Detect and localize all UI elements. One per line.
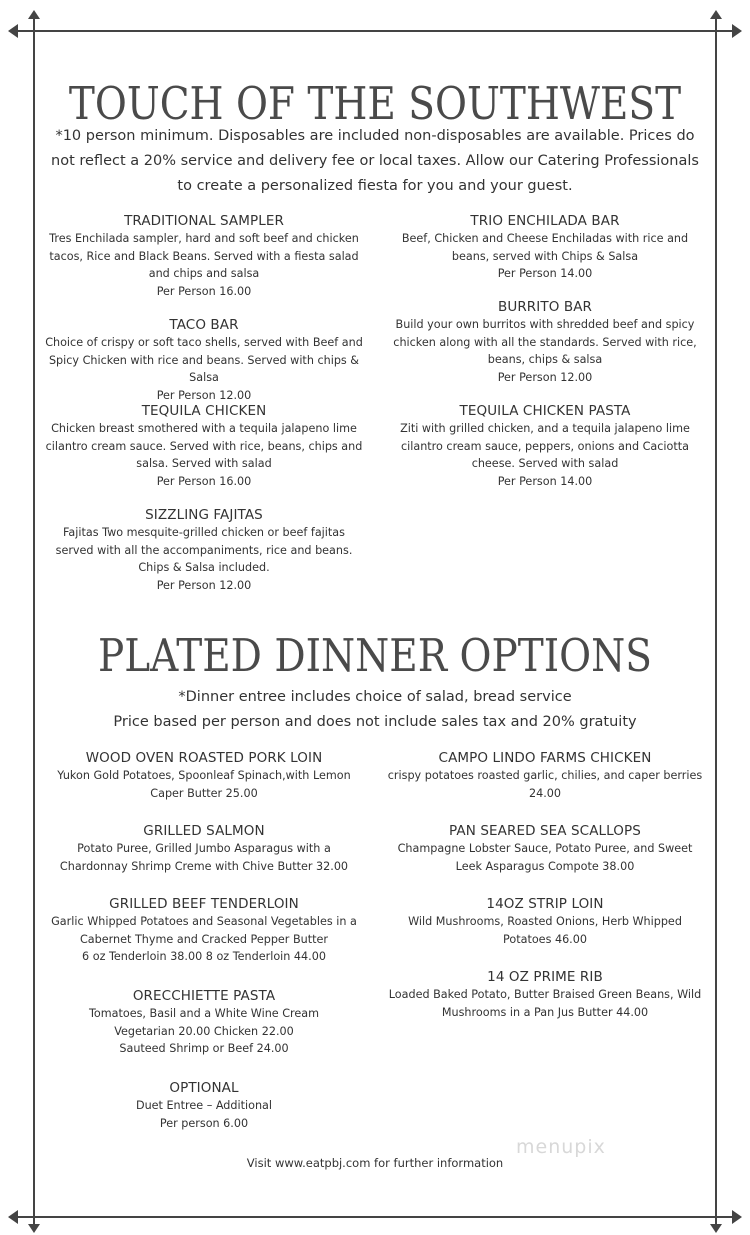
arrow-up-icon (710, 10, 722, 19)
item-description: Tomatoes, Basil and a White Wine Cream (88, 1007, 320, 1020)
item-description: Build your own burritos with shredded beef and spicy chicken along with all the standards. Served with rice, beans, chips & salsa (393, 318, 697, 366)
item-price: Per Person 12.00 (497, 370, 593, 384)
item-description: Tres Enchilada sampler, hard and soft beef and chicken tacos, Rice and Black Beans. Served with a fiesta salad and chips and salsa (49, 232, 359, 280)
arrow-up-icon (28, 10, 40, 19)
arrow-right-icon (732, 1210, 742, 1224)
item-price: 6 oz Tenderloin 38.00 8 oz Tenderloin 44.00 (82, 950, 326, 963)
item-name: GRILLED SALMON (143, 823, 265, 839)
menu-item (44, 749, 364, 802)
menu-item (44, 895, 364, 966)
item-description: crispy potatoes roasted garlic, chilies, and caper berries 24.00 (387, 769, 703, 800)
menu-item (385, 402, 705, 490)
item-name: 14 OZ PRIME RIB (487, 969, 603, 985)
item-name: SIZZLING FAJITAS (145, 507, 263, 523)
menu-item (44, 316, 364, 404)
item-name: GRILLED BEEF TENDERLOIN (109, 896, 299, 912)
item-description: Garlic Whipped Potatoes and Seasonal Vegetables in a Cabernet Thyme and Cracked Pepper Butter (51, 915, 357, 946)
menu-item (44, 506, 364, 594)
item-name: TRADITIONAL SAMPLER (124, 213, 284, 229)
item-price: Per Person 16.00 (156, 474, 252, 488)
menu-item (44, 987, 364, 1058)
frame-left-line (33, 18, 35, 1225)
footer-link-text[interactable]: Visit www.eatpbj.com for further information (246, 1156, 504, 1170)
item-description: Fajitas Two mesquite-grilled chicken or beef fajitas served with all the accompaniments, rice and beans. Chips & Salsa included. (55, 526, 353, 574)
item-name: CAMPO LINDO FARMS CHICKEN (438, 750, 652, 766)
arrow-down-icon (710, 1224, 722, 1233)
item-description: Chicken breast smothered with a tequila jalapeno lime cilantro cream sauce. Served with rice, beans, chips and salsa. Served with salad (45, 422, 363, 470)
item-price: Per Person 12.00 (156, 388, 252, 402)
item-name: PAN SEARED SEA SCALLOPS (449, 823, 641, 839)
frame-bottom-line (14, 1216, 736, 1218)
item-description: Loaded Baked Potato, Butter Braised Green Beans, Wild Mushrooms in a Pan Jus Butter 44.00 (388, 988, 702, 1019)
item-description: Beef, Chicken and Cheese Enchiladas with rice and beans, served with Chips & Salsa (401, 232, 689, 263)
arrow-down-icon (28, 1224, 40, 1233)
frame-top-line (14, 30, 736, 32)
item-name: TEQUILA CHICKEN (141, 403, 267, 419)
plated-intro (50, 685, 700, 735)
item-price: Per Person 14.00 (497, 267, 593, 280)
item-price: Vegetarian 20.00 Chicken 22.00 (114, 1024, 294, 1038)
menu-item (44, 402, 364, 490)
menu-item (385, 895, 705, 948)
arrow-left-icon (8, 1210, 18, 1224)
item-description: Ziti with grilled chicken, and a tequila jalapeno lime cilantro cream sauce, peppers, onions and Caciotta cheese. Served with salad (400, 422, 690, 470)
item-price: Per Person 14.00 (497, 474, 593, 488)
menu-item (385, 968, 705, 1021)
item-price: Per Person 12.00 (156, 578, 252, 592)
item-name: ORECCHIETTE PASTA (132, 988, 276, 1004)
item-name: 14OZ STRIP LOIN (486, 896, 604, 912)
plated-title: PLATED DINNER OPTIONS (98, 630, 652, 683)
arrow-right-icon (732, 24, 742, 38)
menu-item (385, 822, 705, 875)
item-description: Choice of crispy or soft taco shells, served with Beef and Spicy Chicken with rice and beans. Served with chips & Salsa (45, 336, 363, 384)
menu-item (385, 298, 705, 386)
item-description: Champagne Lobster Sauce, Potato Puree, and Sweet Leek Asparagus Compote 38.00 (397, 842, 693, 873)
menu-item (44, 212, 364, 300)
plated-intro-line: *Dinner entree includes choice of salad, bread service (178, 689, 572, 705)
item-name: BURRITO BAR (497, 299, 593, 315)
item-description: Potato Puree, Grilled Jumbo Asparagus with a Chardonnay Shrimp Creme with Chive Butter 32.00 (59, 842, 349, 873)
item-name: OPTIONAL (169, 1080, 239, 1096)
item-name: TRIO ENCHILADA BAR (470, 213, 620, 229)
watermark: menupix (516, 1136, 606, 1158)
southwest-intro: *10 person minimum. Disposables are included non-disposables are available. Prices do not reflect a 20% service and delivery fee or local taxes. Allow our Catering Professionals to create a personalized fiesta for you and your guest. (51, 128, 699, 194)
item-description: Wild Mushrooms, Roasted Onions, Herb Whipped Potatoes 46.00 (408, 915, 682, 946)
arrow-left-icon (8, 24, 18, 38)
southwest-title: TOUCH OF THE SOUTHWEST (68, 78, 682, 131)
plated-intro-line: Price based per person and does not include sales tax and 20% gratuity (113, 714, 637, 730)
menu-item (44, 822, 364, 875)
frame-right-line (715, 18, 717, 1225)
item-name: TACO BAR (169, 317, 239, 333)
item-price: Sauteed Shrimp or Beef 24.00 (119, 1042, 289, 1055)
item-price: Per Person 16.00 (156, 284, 252, 298)
item-description: Duet Entree – Additional (135, 1099, 273, 1112)
item-name: WOOD OVEN ROASTED PORK LOIN (85, 750, 323, 766)
menu-item (44, 1079, 364, 1132)
item-name: TEQUILA CHICKEN PASTA (459, 403, 631, 419)
menu-item (385, 749, 705, 802)
item-description: Yukon Gold Potatoes, Spoonleaf Spinach,with Lemon Caper Butter 25.00 (57, 769, 351, 800)
menu-item (385, 212, 705, 283)
item-price: Per person 6.00 (159, 1116, 249, 1130)
